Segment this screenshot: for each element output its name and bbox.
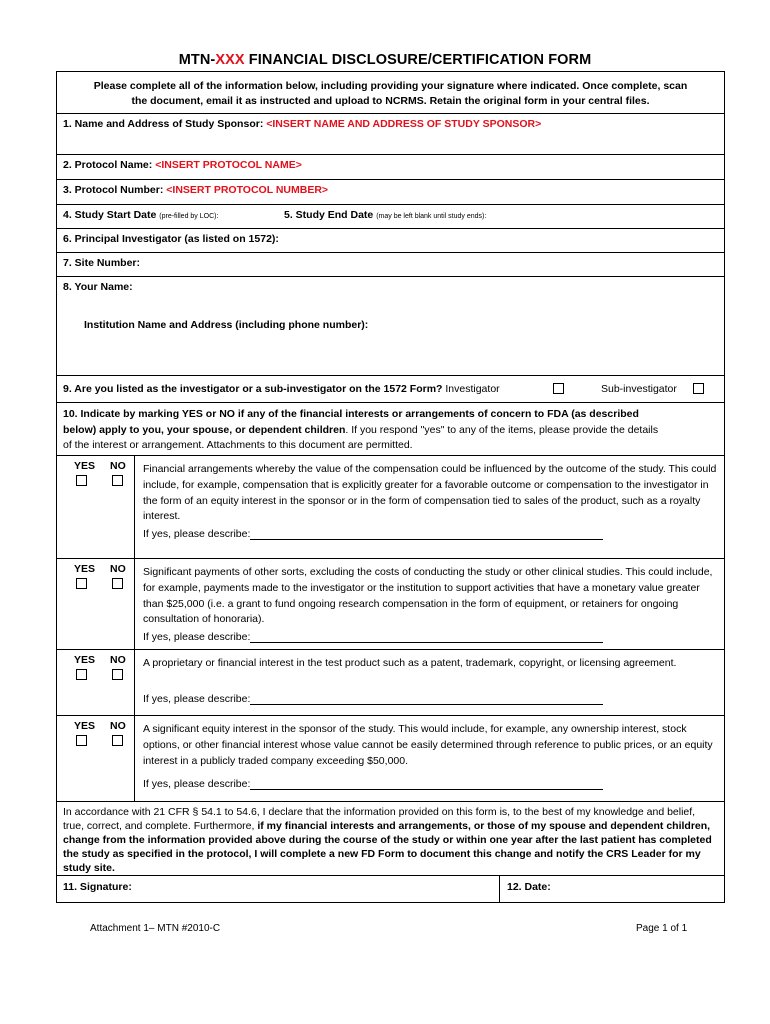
- item-2-yes-checkbox[interactable]: [76, 578, 87, 589]
- institution-label: Institution Name and Address (including phone number):: [84, 319, 369, 331]
- intro-instructions: Please complete all of the information below, including providing your signature where indicated. Once complete, scan the document, email it as instructed and upload to NCRMS. Retain the original form in your central files.: [57, 72, 724, 114]
- item-3-description: A proprietary or financial interest in the test product such as a patent, trademark, copyright, or licensing agreement.: [143, 657, 677, 669]
- footer-attachment: Attachment 1– MTN #2010-C: [90, 923, 221, 934]
- form-title: MTN-XXX FINANCIAL DISCLOSURE/CERTIFICATION FORM: [178, 52, 592, 68]
- your-name-label: 8. Your Name:: [63, 281, 133, 293]
- protocol-name-placeholder: <INSERT PROTOCOL NAME>: [155, 159, 302, 171]
- protocol-name-row[interactable]: 2. Protocol Name: <INSERT PROTOCOL NAME>: [57, 155, 724, 180]
- item-4-yes-checkbox[interactable]: [76, 735, 87, 746]
- item-3-describe-line[interactable]: [250, 693, 603, 705]
- item-2-no-checkbox[interactable]: [112, 578, 123, 589]
- name-institution-row[interactable]: [57, 277, 724, 376]
- q9-row: 9. Are you listed as the investigator or a sub-investigator on the 1572 Form? Investigator Sub-investigator: [57, 376, 724, 403]
- financial-item-2: YES NO Significant payments of other sorts, excluding the costs of conducting the study or other clinical studies. This could include, for example, payments made to the investigator or the institution to support activities that have a monetary value greater than $25,000 (i.e. a grant to fund ongoing research compensation in the form of equipment, or retainers for ongoing consultation of honoraria). If yes, please describe:: [57, 559, 724, 650]
- site-number-row[interactable]: 7. Site Number:: [57, 253, 724, 277]
- item-3-yes-checkbox[interactable]: [76, 669, 87, 680]
- financial-item-4: YES NO A significant equity interest in the sponsor of the study. This would include, for example, any ownership interest, stock options, or other financial interest whose value cannot be easily determined through reference to public prices, or an equity interest in a publicly traded company exceeding $50,000. If yes, please describe:: [57, 716, 724, 802]
- item-1-yes-checkbox[interactable]: [76, 475, 87, 486]
- principal-investigator-row[interactable]: 6. Principal Investigator (as listed on 1572):: [57, 229, 724, 253]
- title-placeholder: XXX: [215, 52, 245, 68]
- sponsor-placeholder: <INSERT NAME AND ADDRESS OF STUDY SPONSOR>: [266, 118, 542, 130]
- date-field[interactable]: 12. Date:: [507, 881, 551, 893]
- protocol-number-placeholder: <INSERT PROTOCOL NUMBER>: [166, 184, 329, 196]
- item-4-no-checkbox[interactable]: [112, 735, 123, 746]
- investigator-checkbox[interactable]: [553, 383, 564, 394]
- financial-item-3: YES NO A proprietary or financial interest in the test product such as a patent, trademark, copyright, or licensing agreement. If yes, please describe:: [57, 650, 724, 716]
- item-2-description: Significant payments of other sorts, excluding the costs of conducting the study or other clinical studies. This could include, for example, payments made to the investigator or the institution to support activities that have a monetary value greater than $25,000 (i.e. a grant to fund ongoing research compensation in the form of equipment, or retainers for ongoing consultation of honoraria).: [143, 566, 713, 626]
- sponsor-row[interactable]: 1. Name and Address of Study Sponsor: <INSERT NAME AND ADDRESS OF STUDY SPONSOR>: [57, 114, 724, 155]
- signature-date-row: [57, 876, 724, 902]
- financial-item-1: YES NO Financial arrangements whereby the value of the compensation could be influenced by the outcome of the study. This could include, for example, compensation that is explicitly greater for a favorable outcome or compensation to the investigator in the form of an equity interest in the sponsor or in the form of compensation tied to sales of the product, such as a royalty interest. If yes, please describe:: [57, 456, 724, 559]
- form-frame: [56, 71, 725, 903]
- study-start-label: 4. Study Start Date (pre-filled by LOC):: [63, 209, 219, 221]
- item-1-description: Financial arrangements whereby the value of the compensation could be influenced by the outcome of the study. This could include, for example, compensation that is explicitly greater for a favorable outcome or compensation to the investigator in the form of an equity interest in the sponsor or in the form of compensation tied to sales of the product, such as a royalty interest.: [143, 463, 717, 523]
- sub-investigator-checkbox[interactable]: [693, 383, 704, 394]
- study-end-label: 5. Study End Date (may be left blank until study ends):: [284, 209, 487, 221]
- item-3-no-checkbox[interactable]: [112, 669, 123, 680]
- declaration: In accordance with 21 CFR § 54.1 to 54.6, I declare that the information provided on this form is, to the best of my knowledge and belief, true, correct, and complete. Furthermore, if my financial interests and arrangements, or those of my spouse and dependent children, change from the information provided above during the course of the study or within one year after the last patient has completed the study as specified in the protocol, I will complete a new FD Form to document this change and notify the CRS Leader for my study site.: [57, 802, 724, 876]
- footer-page-number: Page 1 of 1: [636, 923, 688, 934]
- item-2-describe-line[interactable]: [250, 631, 603, 643]
- signature-field[interactable]: 11. Signature:: [63, 881, 132, 893]
- item-1-no-checkbox[interactable]: [112, 475, 123, 486]
- protocol-number-row[interactable]: 3. Protocol Number: <INSERT PROTOCOL NUMBER>: [57, 180, 724, 205]
- study-dates-row[interactable]: [57, 205, 724, 229]
- q10-instructions: 10. Indicate by marking YES or NO if any of the financial interests or arrangements of concern to FDA (as described below) apply to you, your spouse, or dependent children. If you respond "yes" to any of the items, please provide the details of the interest or arrangement. Attachments to this document are permitted.: [57, 403, 724, 456]
- item-1-describe-line[interactable]: [250, 528, 603, 540]
- item-4-description: A significant equity interest in the sponsor of the study. This would include, for example, any ownership interest, stock options, or other financial interest whose value cannot be easily determined through reference to public prices, or an equity interest in a publicly traded company exceeding $50,000.: [143, 723, 713, 767]
- item-4-describe-line[interactable]: [250, 778, 603, 790]
